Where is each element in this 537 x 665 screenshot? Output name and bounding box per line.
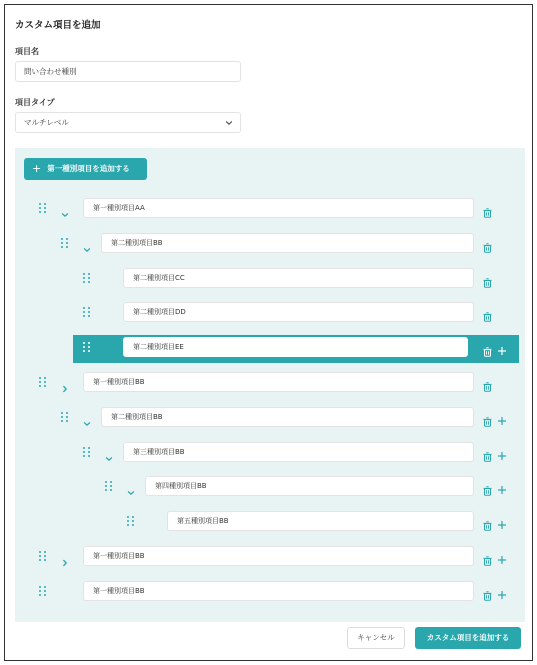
- trash-glyph: [483, 452, 492, 462]
- tree-item-input[interactable]: 第一種別項目AA: [83, 198, 474, 218]
- plus-icon[interactable]: [497, 585, 507, 595]
- trash-glyph: [483, 591, 492, 601]
- plus-glyph: [497, 520, 507, 530]
- tree-item-input[interactable]: 第二種別項目BB: [101, 407, 474, 427]
- drag-handle-icon[interactable]: [39, 377, 46, 387]
- chevron-right-icon[interactable]: [61, 552, 69, 560]
- drag-handle-icon[interactable]: [61, 412, 68, 422]
- tree-row: [15, 196, 525, 224]
- trash-icon[interactable]: [483, 586, 492, 596]
- drag-handle-icon[interactable]: [39, 551, 46, 561]
- tree-item-input[interactable]: 第二種別項目BB: [101, 233, 474, 253]
- tree-row: [15, 405, 525, 433]
- trash-glyph: [483, 243, 492, 253]
- trash-icon[interactable]: [483, 238, 492, 248]
- drag-handle-icon[interactable]: [39, 203, 46, 213]
- chevron-down-glyph: [61, 211, 69, 219]
- chevron-down-icon[interactable]: [105, 448, 113, 456]
- chevron-down-icon[interactable]: [127, 482, 135, 490]
- chevron-down-icon: [224, 118, 234, 128]
- trash-icon[interactable]: [483, 307, 492, 317]
- trash-icon[interactable]: [483, 203, 492, 213]
- tree-item-input[interactable]: 第二種別項目EE: [123, 337, 468, 357]
- tree-item-input[interactable]: 第四種別項目BB: [145, 476, 474, 496]
- chevron-down-glyph: [83, 420, 91, 428]
- chevron-right-glyph: [61, 385, 69, 393]
- item-name-input[interactable]: 問い合わせ種別: [15, 61, 241, 82]
- tree-row: [15, 474, 525, 502]
- trash-icon[interactable]: [483, 551, 492, 561]
- drag-handle-icon[interactable]: [83, 307, 90, 317]
- trash-glyph: [483, 521, 492, 531]
- chevron-down-glyph: [83, 246, 91, 254]
- trash-icon[interactable]: [483, 412, 492, 422]
- tree-item-input[interactable]: 第三種別項目BB: [123, 442, 474, 462]
- chevron-down-icon[interactable]: [83, 413, 91, 421]
- add-first-level-label: 第一種別項目を追加する: [47, 164, 130, 173]
- add-custom-item-button[interactable]: カスタム項目を追加する: [415, 627, 521, 649]
- tree-row: [15, 440, 525, 468]
- plus-icon[interactable]: [497, 480, 507, 490]
- trash-glyph: [483, 556, 492, 566]
- item-name-label: 項目名: [15, 47, 39, 56]
- plus-icon[interactable]: [497, 550, 507, 560]
- tree-row: [15, 300, 525, 328]
- plus-glyph: [497, 555, 507, 565]
- trash-glyph: [483, 278, 492, 288]
- tree-item-input[interactable]: 第五種別項目BB: [167, 511, 474, 531]
- tree-row: [15, 544, 525, 572]
- trash-glyph: [483, 382, 492, 392]
- trash-icon[interactable]: [483, 481, 492, 491]
- add-custom-item-dialog: [4, 4, 533, 661]
- item-type-select[interactable]: [15, 112, 241, 133]
- tree-item-input[interactable]: 第一種別項目BB: [83, 581, 474, 601]
- plus-glyph: [497, 485, 507, 495]
- trash-glyph: [483, 208, 492, 218]
- tree-item-input[interactable]: 第二種別項目DD: [123, 302, 474, 322]
- tree-row: [15, 579, 525, 607]
- plus-icon[interactable]: [497, 515, 507, 525]
- trash-glyph: [483, 417, 492, 427]
- trash-glyph: [483, 486, 492, 496]
- trash-icon[interactable]: [483, 342, 492, 352]
- drag-handle-icon[interactable]: [39, 586, 46, 596]
- plus-glyph: [497, 346, 507, 356]
- tree-row: [15, 266, 525, 294]
- chevron-right-glyph: [61, 559, 69, 567]
- plus-glyph: [497, 590, 507, 600]
- tree-row: [15, 370, 525, 398]
- plus-glyph: [497, 416, 507, 426]
- trash-icon[interactable]: [483, 273, 492, 283]
- multilevel-tree-panel: [15, 148, 525, 622]
- chevron-down-icon[interactable]: [83, 239, 91, 247]
- item-type-value: マルチレベル: [24, 118, 69, 127]
- drag-handle-icon[interactable]: [83, 273, 90, 283]
- tree-item-input[interactable]: 第二種別項目CC: [123, 268, 474, 288]
- plus-icon[interactable]: [497, 446, 507, 456]
- tree-row: [15, 509, 525, 537]
- drag-handle-icon[interactable]: [105, 481, 112, 491]
- dialog-title: カスタム項目を追加: [15, 20, 101, 31]
- trash-icon[interactable]: [483, 447, 492, 457]
- tree-item-input[interactable]: 第一種別項目BB: [83, 546, 474, 566]
- plus-icon[interactable]: [497, 411, 507, 421]
- plus-icon[interactable]: [497, 341, 507, 351]
- plus-glyph: [497, 451, 507, 461]
- trash-glyph: [483, 312, 492, 322]
- chevron-down-glyph: [105, 455, 113, 463]
- trash-icon[interactable]: [483, 516, 492, 526]
- drag-handle-icon[interactable]: [83, 342, 90, 352]
- add-first-level-button[interactable]: [24, 158, 147, 180]
- chevron-right-icon[interactable]: [61, 378, 69, 386]
- chevron-down-glyph: [127, 489, 135, 497]
- cancel-button[interactable]: キャンセル: [347, 627, 405, 649]
- item-type-label: 項目タイプ: [15, 98, 55, 107]
- chevron-down-icon[interactable]: [61, 204, 69, 212]
- trash-glyph: [483, 347, 492, 357]
- drag-handle-icon[interactable]: [127, 516, 134, 526]
- trash-icon[interactable]: [483, 377, 492, 387]
- plus-icon: +: [32, 162, 42, 175]
- drag-handle-icon[interactable]: [83, 447, 90, 457]
- tree-item-input[interactable]: 第一種別項目BB: [83, 372, 474, 392]
- drag-handle-icon[interactable]: [61, 238, 68, 248]
- tree-row: [15, 231, 525, 259]
- tree-row: [73, 335, 519, 363]
